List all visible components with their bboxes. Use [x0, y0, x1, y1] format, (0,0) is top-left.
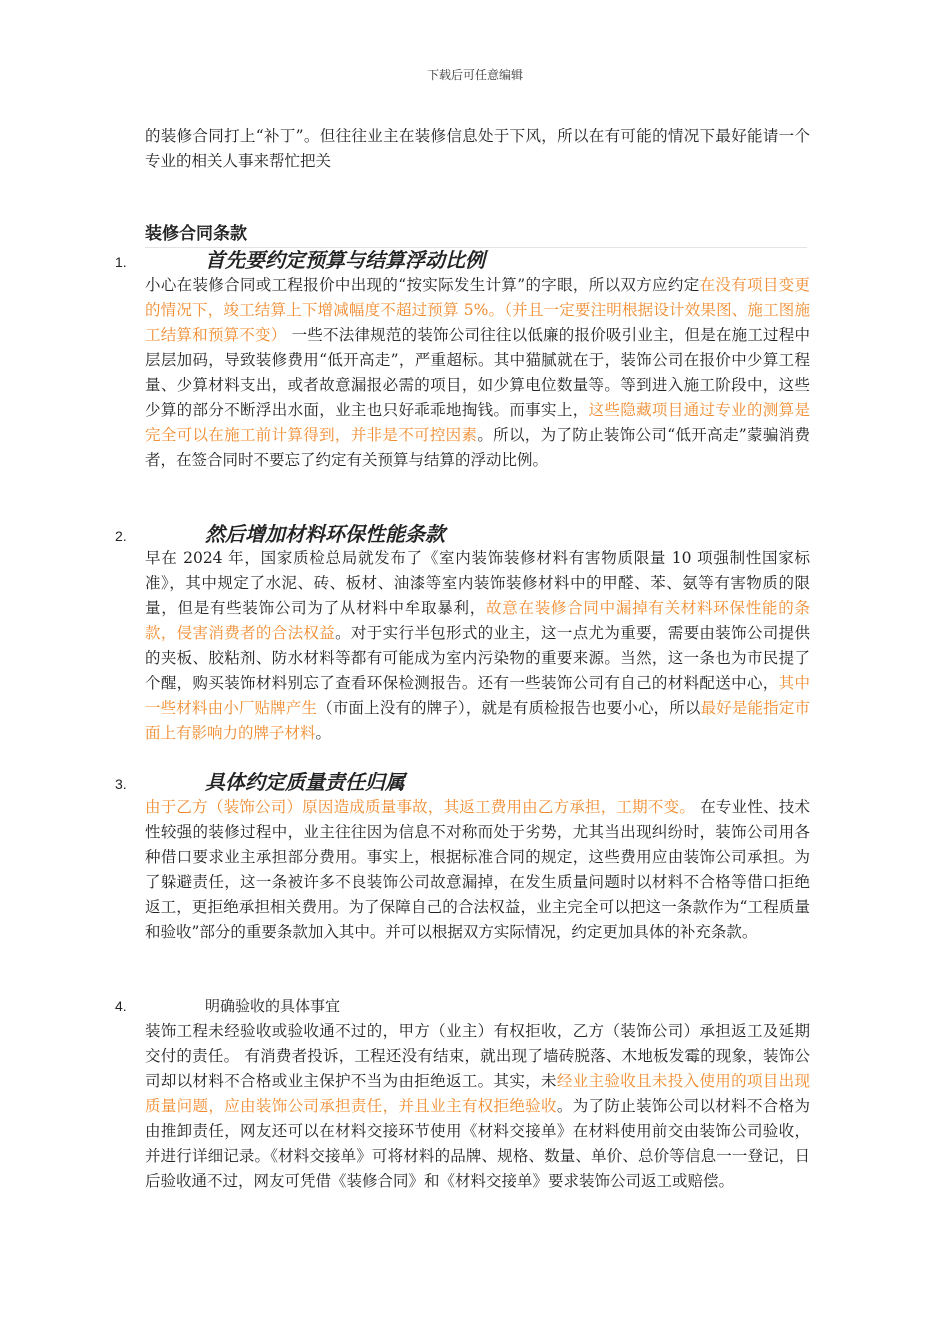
item-3-heading: 具体约定质量责任归属: [205, 770, 405, 794]
item-4-body: [145, 1019, 810, 1194]
item-2-text: 早在 2024 年，国家质检总局就发布了《室内装饰装修材料有害物质限量 10 项强制性国家标准》，其中规定了水泥、砖、板材、油漆等室内装饰装修材料中的甲醛、苯、氨等有害物质的限量，但是有些装饰公司为了从材料中牟取暴利，: [145, 549, 810, 617]
item-1-text: 。所以，为了防止装饰公司“低开高走”蒙骗消费者，在签合同时不要忘了约定有关预算与结算的浮动比例。: [145, 426, 810, 469]
item-3-highlight: 由于乙方（装饰公司）原因造成质量事故，其返工费用由乙方承担，工期不变。: [145, 798, 696, 816]
item-1-highlight: 在没有项目变更的情况下，竣工结算上下增减幅度不超过预算 5%。（并且一定要注明根据设计效果图、施工图施工结算和预算不变）: [145, 276, 810, 344]
item-2-text: （市面上没有的牌子），就是有质检报告也要小心，所以: [317, 699, 701, 717]
item-2-body: [145, 546, 810, 746]
item-3-text: 在专业性、技术性较强的装修过程中，业主往往因为信息不对称而处于劣势，尤其当出现纠纷时，装饰公司用各种借口要求业主承担部分费用。事实上，根据标准合同的规定，这些费用应由装饰公司承担。为了躲避责任，这一条被许多不良装饰公司故意漏掉，在发生质量问题时以材料不合格等借口拒绝返工，更拒绝承担相关费用。为了保障自己的合法权益，业主完全可以把这一条款作为“工程质量和验收”部分的重要条款加入其中。并可以根据双方实际情况，约定更加具体的补充条款。: [145, 798, 810, 941]
item-1-body: [145, 273, 810, 473]
item-2-heading: 然后增加材料环保性能条款: [205, 522, 445, 546]
item-4-text: 装饰工程未经验收或验收通不过的，甲方（业主）有权拒收，乙方（装饰公司）承担返工及延期交付的责任。 有消费者投诉，工程还没有结束，就出现了墙砖脱落、木地板发霉的现象，装饰公司却以材料不合格或业主保护不当为由拒绝返工。其实，未: [145, 1022, 810, 1090]
item-4-text: 。为了防止装饰公司以材料不合格为由推卸责任，网友还可以在材料交接环节使用《材料交接单》在材料使用前交由装饰公司验收，并进行详细记录。《材料交接单》可将材料的品牌、规格、数量、单价、总价等信息一一登记，日后验收通不过，网友可凭借《装修合同》和《材料交接单》要求装饰公司返工或赔偿。: [145, 1097, 810, 1190]
item-2-number: 2.: [115, 528, 127, 544]
section-title: 装修合同条款: [145, 222, 807, 248]
item-1-text: 小心在装修合同或工程报价中出现的“按实际发生计算”的字眼，所以双方应约定: [145, 276, 700, 294]
page-header: 下载后可任意编辑: [426, 68, 523, 82]
item-2-highlight: 其中一些材料由小厂贴牌产生: [145, 674, 810, 717]
item-1-heading: 首先要约定预算与结算浮动比例: [205, 248, 485, 272]
item-1-number: 1.: [115, 254, 127, 270]
item-1-highlight: 这些隐藏项目通过专业的测算是完全可以在施工前计算得到，并非是不可控因素: [145, 401, 810, 444]
item-3-body: [145, 795, 810, 945]
item-4-number: 4.: [115, 998, 127, 1014]
item-3-number: 3.: [115, 776, 127, 792]
item-2-text: 。: [315, 724, 332, 742]
item-2-highlight: 故意在装修合同中漏掉有关材料环保性能的条款，侵害消费者的合法权益: [145, 599, 810, 642]
item-2-text: 。对于实行半包形式的业主，这一点尤为重要，需要由装饰公司提供的夹板、胶粘剂、防水材料等都有可能成为室内污染物的重要来源。当然，这一条也为市民提了个醒，购买装饰材料别忘了查看环保检测报告。还有一些装饰公司有自己的材料配送中心，: [145, 624, 810, 692]
item-2-highlight: 最好是能指定市面上有影响力的牌子材料: [145, 699, 810, 742]
item-4-highlight: 经业主验收且未投入使用的项目出现质量问题，应由装饰公司承担责任，并且业主有权拒绝验收: [145, 1072, 810, 1115]
item-1-text: 一些不法律规范的装饰公司往往以低廉的报价吸引业主，但是在施工过程中层层加码，导致装修费用“低开高走”，严重超标。其中猫腻就在于，装饰公司在报价中少算工程量、少算材料支出，或者故意漏报必需的项目，如少算电位数量等。等到进入施工阶段中，这些少算的部分不断浮出水面，业主也只好乖乖地掏钱。而事实上，: [145, 326, 810, 419]
intro-paragraph: 的装修合同打上“补丁”。但往往业主在装修信息处于下风，所以在有可能的情况下最好能请一个专业的相关人事来帮忙把关: [145, 127, 810, 170]
item-4-heading: 明确验收的具体事宜: [205, 997, 341, 1015]
